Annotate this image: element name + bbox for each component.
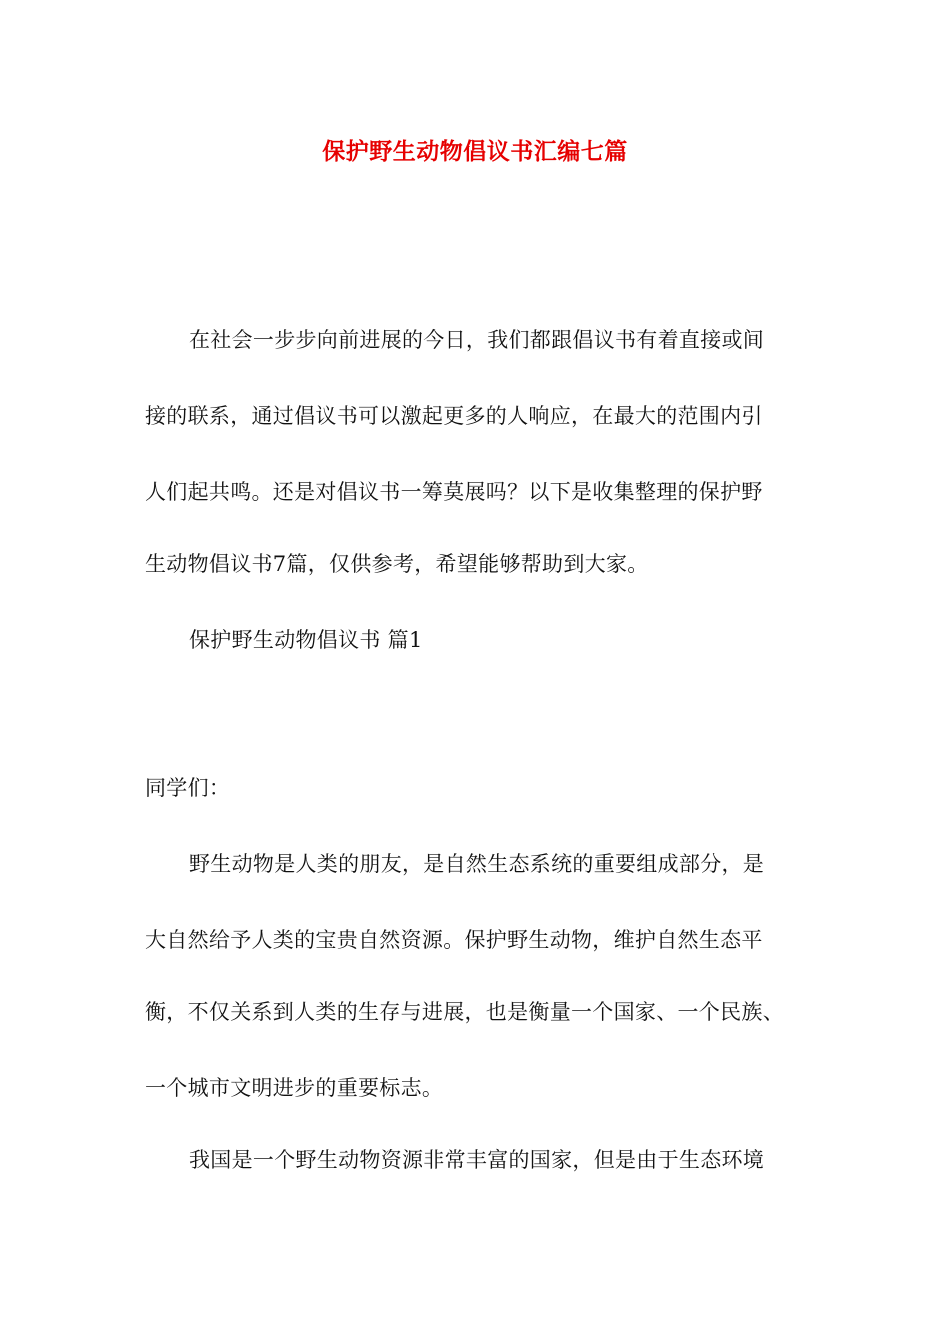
document-title: 保护野生动物倡议书汇编七篇 [322,138,628,165]
intro-line-3: 人们起共鸣。还是对倡议书一筹莫展吗？以下是收集整理的保护野 [145,480,763,504]
body-line-5: 我国是一个野生动物资源非常丰富的国家，但是由于生态环境 [189,1148,765,1172]
section-heading: 保护野生动物倡议书 篇1 [189,628,423,652]
body-line-4: 一个城市文明进步的重要标志。 [145,1076,444,1100]
body-line-3: 衡，不仅关系到人类的生存与进展，也是衡量一个国家、一个民族、 [145,1000,784,1024]
intro-line-1: 在社会一步步向前进展的今日，我们都跟倡议书有着直接或间 [189,328,765,352]
intro-line-2: 接的联系，通过倡议书可以激起更多的人响应，在最大的范围内引 [145,404,763,428]
body-line-2: 大自然给予人类的宝贵自然资源。保护野生动物，维护自然生态平 [145,928,763,952]
body-line-1: 野生动物是人类的朋友，是自然生态系统的重要组成部分，是 [189,852,765,876]
intro-line-4: 生动物倡议书7篇，仅供参考，希望能够帮助到大家。 [145,552,649,576]
salutation: 同学们： [145,776,231,800]
